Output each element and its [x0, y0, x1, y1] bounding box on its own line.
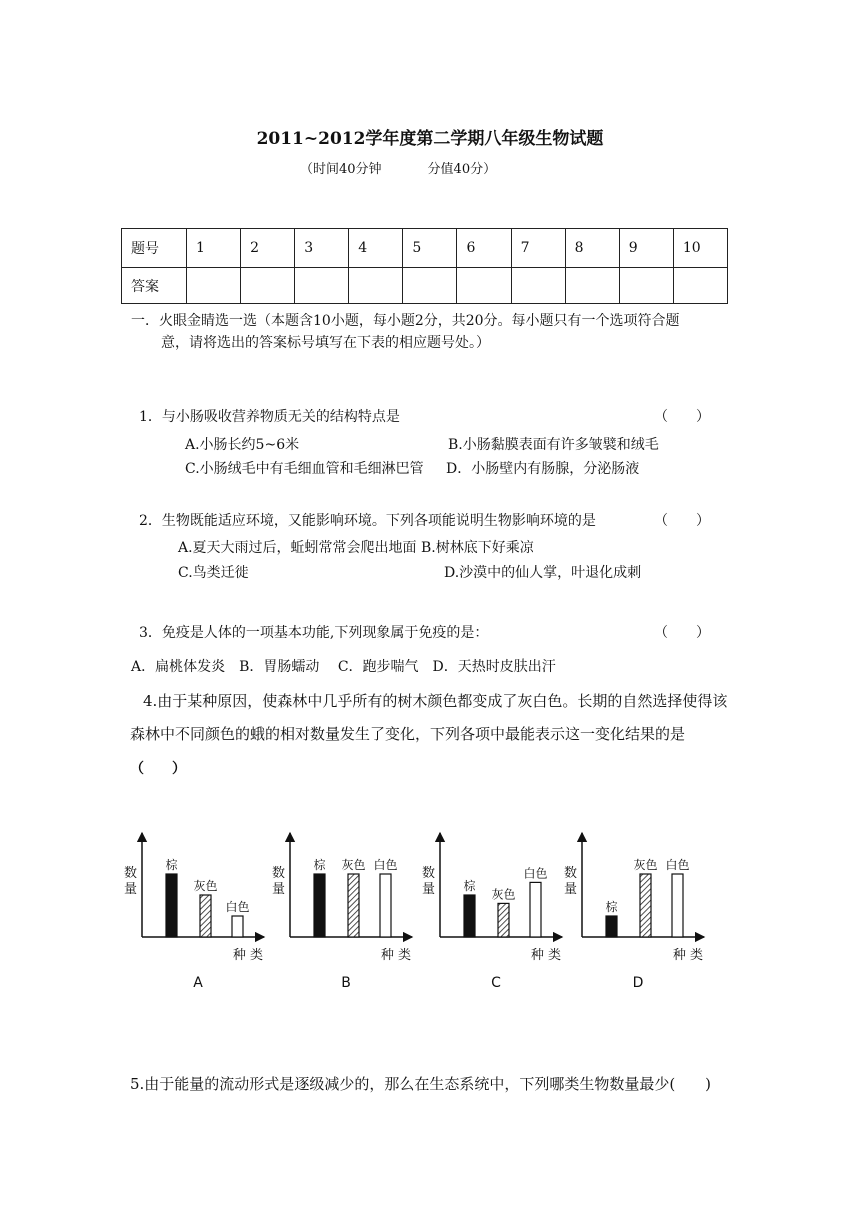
chart-b: [272, 833, 412, 991]
y-axis-label-char: 量: [124, 882, 138, 897]
answer-cell[interactable]: [673, 268, 727, 304]
q4-stem-line2: 森林中不同颜色的蛾的相对数量发生了变化，下列各项中最能表示这一变化结果的是: [130, 725, 686, 743]
answer-cell[interactable]: [619, 268, 673, 304]
q2-option-c: C.鸟类迁徙: [178, 565, 249, 581]
bar-label: 棕: [313, 858, 326, 872]
bar-棕: [606, 916, 617, 937]
q4-answer-paren: （ ）: [130, 761, 186, 777]
question-number-cell: 2: [241, 229, 295, 268]
bar-label: 棕: [165, 858, 178, 872]
x-axis-label: 种 类: [232, 948, 264, 963]
q4-charts-svg: [120, 825, 720, 995]
bar-label: 灰色: [341, 858, 366, 872]
y-axis-label-char: 量: [564, 882, 578, 897]
chart-panel-label: A: [193, 975, 203, 991]
y-axis-label-char: 数: [564, 866, 578, 881]
row-label-answer: 答案: [122, 268, 187, 304]
exam-time: （时间40分钟: [300, 162, 382, 177]
bar-label: 棕: [605, 900, 618, 914]
question-number-cell: 6: [457, 229, 511, 268]
y-axis-label-char: 数: [272, 866, 286, 881]
bar-label: 灰色: [633, 858, 658, 872]
question-number-cell: 8: [565, 229, 619, 268]
x-axis-label: 种 类: [672, 948, 704, 963]
bar-灰色: [498, 903, 509, 937]
answer-cell[interactable]: [187, 268, 241, 304]
chart-c: [422, 833, 562, 991]
chart-panel-label: B: [341, 975, 351, 991]
answer-cell[interactable]: [403, 268, 457, 304]
exam-subtitle: [300, 158, 542, 177]
y-axis-label-char: 量: [422, 882, 436, 897]
exam-score: 分值40分）: [427, 162, 497, 177]
chart-d: [564, 833, 704, 991]
answer-table-answer-row: [122, 268, 728, 304]
answer-table: [121, 228, 728, 304]
exam-title: 2011~2012学年度第二学期八年级生物试题: [256, 129, 604, 149]
answer-cell[interactable]: [457, 268, 511, 304]
q2-answer-paren: （ ）: [654, 513, 710, 529]
row-label-number: 题号: [122, 229, 187, 268]
bar-白色: [530, 882, 541, 937]
q1-answer-paren: （ ）: [654, 409, 710, 425]
bar-label: 白色: [225, 900, 250, 914]
q4-stem-line1: 4.由于某种原因，使森林中几乎所有的树木颜色都变成了灰白色。长期的自然选择使得该: [143, 692, 728, 710]
q2-option-d: D.沙漠中的仙人掌，叶退化成刺: [444, 565, 642, 581]
question-number-cell: 7: [511, 229, 565, 268]
question-number-cell: 10: [673, 229, 727, 268]
q3-stem: 3．免疫是人体的一项基本功能,下列现象属于免疫的是：: [139, 625, 489, 641]
q3-answer-paren: （ ）: [654, 625, 710, 641]
y-axis-label-char: 量: [272, 882, 286, 897]
question-number-cell: 5: [403, 229, 457, 268]
bar-label: 灰色: [193, 879, 218, 893]
question-number-cell: 3: [295, 229, 349, 268]
q1-option-b: B.小肠黏膜表面有许多皱襞和绒毛: [448, 437, 659, 453]
question-number-cell: 9: [619, 229, 673, 268]
answer-cell[interactable]: [511, 268, 565, 304]
section1-instructions-line1: 一．火眼金睛选一选（本题含10小题，每小题2分，共20分。每小题只有一个选项符合题: [131, 313, 680, 329]
bar-棕: [314, 874, 325, 937]
q2-stem: 2．生物既能适应环境，又能影响环境。下列各项能说明生物影响环境的是: [139, 513, 596, 529]
bar-棕: [464, 895, 475, 937]
q1-stem: 1．与小肠吸收营养物质无关的结构特点是: [139, 409, 400, 425]
bar-白色: [380, 874, 391, 937]
bar-灰色: [348, 874, 359, 937]
bar-白色: [232, 916, 243, 937]
answer-cell[interactable]: [349, 268, 403, 304]
chart-a: [124, 833, 264, 991]
x-axis-label: 种 类: [380, 948, 412, 963]
answer-cell[interactable]: [295, 268, 349, 304]
q2-option-ab: A.夏天大雨过后，蚯蚓常常会爬出地面 B.树林底下好乘凉: [178, 540, 534, 556]
chart-panel-label: D: [632, 975, 644, 991]
bar-label: 白色: [665, 858, 690, 872]
y-axis-label-char: 数: [124, 866, 138, 881]
q1-option-d: D．小肠壁内有肠腺，分泌肠液: [446, 461, 640, 477]
q4-charts: [120, 825, 720, 995]
chart-panel-label: C: [491, 975, 501, 991]
x-axis-label: 种 类: [530, 948, 562, 963]
question-number-cell: 1: [187, 229, 241, 268]
q3-options: A．扁桃体发炎 B．胃肠蠕动 C．跑步喘气 D．天热时皮肤出汗: [131, 659, 556, 675]
bar-label: 灰色: [491, 887, 516, 902]
section1-instructions-line2: 意，请将选出的答案标号填写在下表的相应题号处。）: [161, 335, 490, 351]
q1-option-c: C.小肠绒毛中有毛细血管和毛细淋巴管: [185, 461, 424, 477]
answer-cell[interactable]: [241, 268, 295, 304]
answer-cell[interactable]: [565, 268, 619, 304]
y-axis-label-char: 数: [422, 866, 436, 881]
bar-label: 白色: [373, 858, 398, 872]
question-number-cell: 4: [349, 229, 403, 268]
bar-白色: [672, 874, 683, 937]
bar-灰色: [640, 874, 651, 937]
q5-stem: 5.由于能量的流动形式是逐级减少的，那么在生态系统中，下列哪类生物数量最少( ): [130, 1075, 712, 1093]
bar-label: 白色: [523, 866, 548, 881]
bar-棕: [166, 874, 177, 937]
bar-label: 棕: [463, 879, 476, 893]
answer-table-number-row: [122, 229, 728, 268]
bar-灰色: [200, 895, 211, 937]
q1-option-a: A.小肠长约5~6米: [185, 437, 300, 453]
